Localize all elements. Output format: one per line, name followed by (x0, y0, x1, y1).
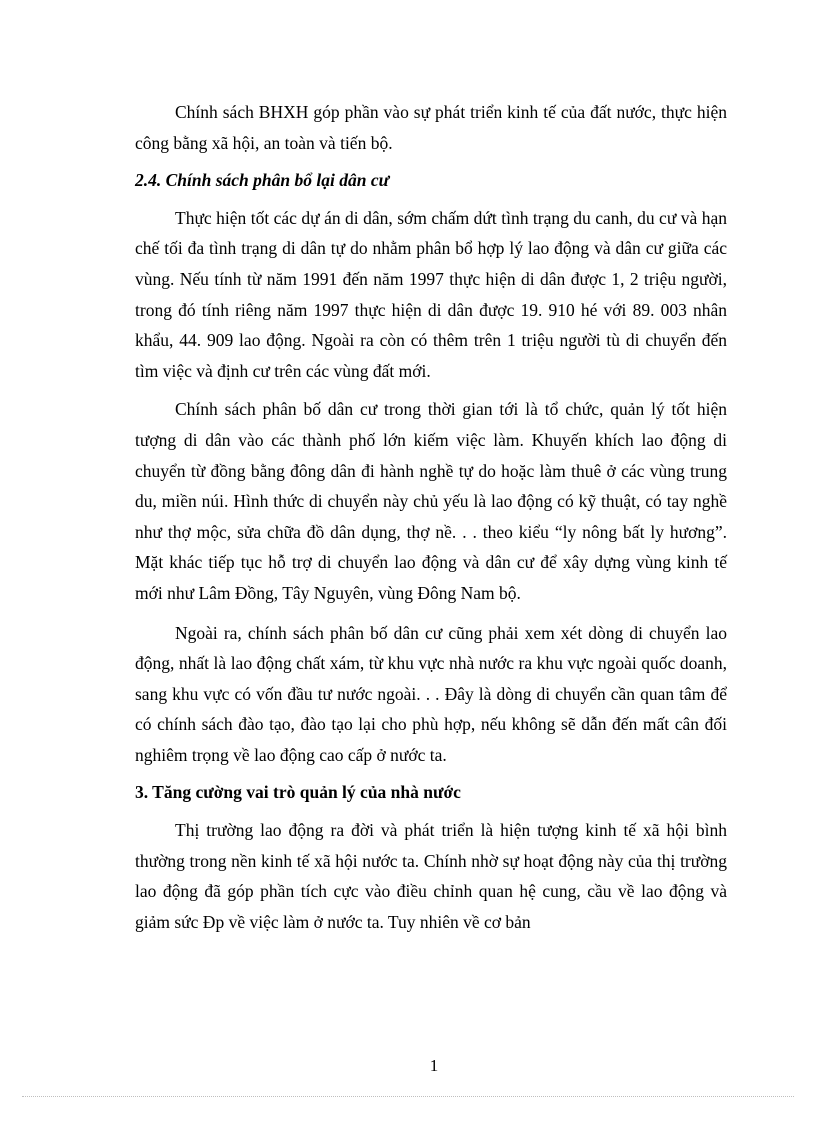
section-heading-2-4: 2.4. Chính sách phân bổ lại dân cư (135, 170, 390, 191)
page-number: 1 (429, 1056, 439, 1075)
paragraph-chat-xam: Ngoài ra, chính sách phân bố dân cư cũng phải xem xét dòng di chuyển lao động, nhất là lao động chất xám, từ khu vực nhà nước ra khu vực ngoài quốc doanh, sang khu vực có vốn đầu tư nước ngoài. . . Đây là dòng di chuyển cần quan tâm để có chính sách đào tạo, đào tạo lại cho phù hợp, nếu không sẽ dẫn đến mất cân đối nghiêm trọng về lao động cao cấp ở nước ta. (135, 622, 727, 765)
section-heading-3: 3. Tăng cường vai trò quản lý của nhà nước (135, 782, 461, 803)
paragraph-bhxh: Chính sách BHXH góp phần vào sự phát triển kinh tế của đất nước, thực hiện công bằng xã hội, an toàn và tiến bộ. (135, 102, 727, 153)
document-body (135, 97, 727, 937)
paragraph-phan-bo-dan-cu: Chính sách phân bố dân cư trong thời gian tới là tổ chức, quản lý tốt hiện tượng di dân vào các thành phố lớn kiếm việc làm. Khuyến khích lao động di chuyển từ đồng bằng đông dân đi hành nghề tự do hoặc làm thuê ở các vùng trung du, miền núi. Hình thức di chuyển này chủ yếu là lao động có kỹ thuật, có tay nghề như thợ mộc, sửa chữa đồ dân dụng, thợ nề. . . theo kiểu “ly nông bất ly hương”. Mặt khác tiếp tục hỗ trợ di chuyển lao động và dân cư để xây dựng vùng kinh tế mới như Lâm Đồng, Tây Nguyên, vùng Đông Nam bộ. (135, 399, 727, 603)
footer-dotted-divider (22, 1096, 794, 1097)
paragraph-thi-truong-lao-dong: Thị trường lao động ra đời và phát triển là hiện tượng kinh tế xã hội bình thường trong nền kinh tế xã hội nước ta. Chính nhờ sự hoạt động này của thị trường lao động đã góp phần tích cực vào điều chỉnh quan hệ cung, cầu về lao động và giảm sức Đp về việc làm ở nước ta. Tuy nhiên về cơ bản (135, 820, 727, 932)
paragraph-di-dan: Thực hiện tốt các dự án di dân, sớm chấm dứt tình trạng du canh, du cư và hạn chế tối đa tình trạng di dân tự do nhằm phân bổ hợp lý lao động và dân cư giữa các vùng. Nếu tính từ năm 1991 đến năm 1997 thực hiện di dân được 1, 2 triệu người, trong đó tính riêng năm 1997 thực hiện di dân được 19. 910 hé với 89. 003 nhân khẩu, 44. 909 lao động. Ngoài ra còn có thêm trên 1 triệu người tù di chuyển đến tìm việc và định cư trên các vùng đất mới. (135, 207, 727, 381)
